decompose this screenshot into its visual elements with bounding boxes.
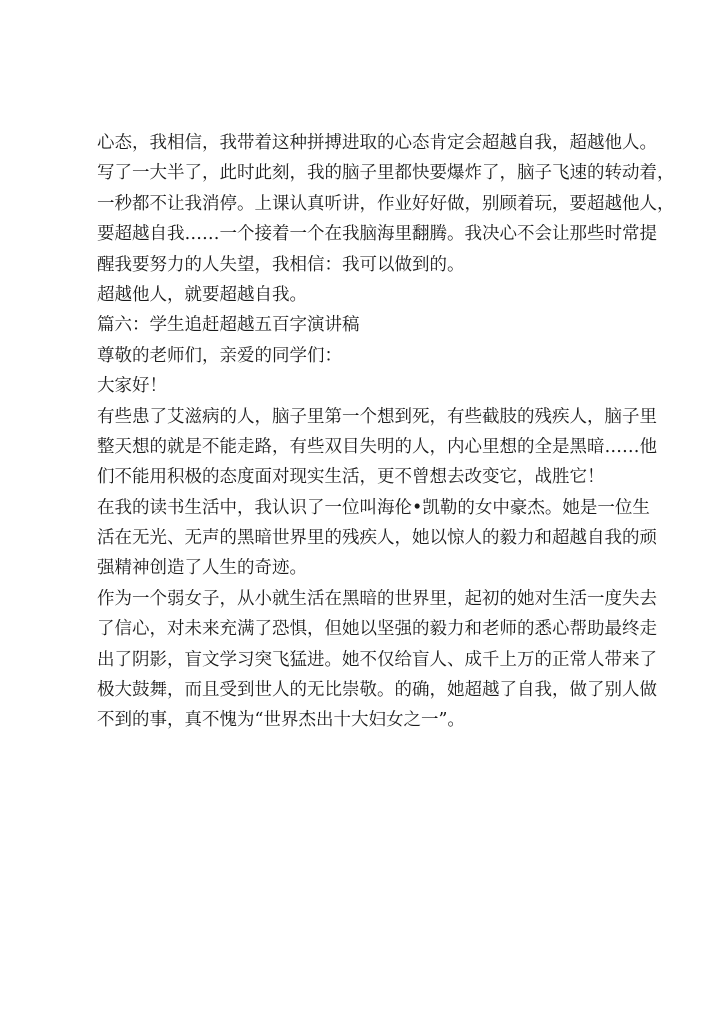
text-line: 要超越自我……一个接着一个在我脑海里翻腾。我决心不会让那些时常提 (97, 224, 657, 245)
text-line: 有些患了艾滋病的人，脑子里第一个想到死，有些截肢的残疾人，脑子里 (97, 406, 657, 427)
text-line: 不到的事，真不愧为“世界杰出十大妇女之一”。 (97, 710, 465, 731)
document-body (97, 128, 675, 736)
text-line: 一秒都不让我消停。上课认真听讲，作业好好做，别顾着玩，要超越他人， (97, 193, 675, 214)
text-line: 了信心，对未来充满了恐惧，但她以坚强的毅力和老师的悉心帮助最终走 (97, 619, 657, 640)
text-line: 活在无光、无声的黑暗世界里的残疾人，她以惊人的毅力和超越自我的顽 (97, 528, 657, 549)
text-line: 极大鼓舞，而且受到世人的无比崇敬。的确，她超越了自我，做了别人做 (97, 680, 657, 701)
text-line: 写了一大半了，此时此刻，我的脑子里都快要爆炸了，脑子飞速的转动着， (97, 163, 675, 184)
section-heading: 篇六：学生追赶超越五百字演讲稿 (97, 315, 360, 336)
text-line: 强精神创造了人生的奇迹。 (97, 558, 307, 579)
text-line: 醒我要努力的人失望，我相信：我可以做到的。 (97, 254, 465, 275)
text-line: 心态，我相信，我带着这种拼搏进取的心态肯定会超越自我，超越他人。 (97, 133, 657, 153)
text-line: 作为一个弱女子，从小就生活在黑暗的世界里，起初的她对生活一度失去 (97, 588, 657, 609)
salutation: 尊敬的老师们，亲爱的同学们： (97, 345, 342, 366)
greeting: 大家好！ (97, 376, 167, 397)
text-line: 出了阴影，盲文学习突飞猛进。她不仅给盲人、成千上万的正常人带来了 (97, 649, 657, 670)
text-line: 超越他人，就要超越自我。 (97, 284, 307, 305)
text-line: 整天想的就是不能走路，有些双目失明的人，内心里想的全是黑暗……他 (97, 436, 657, 457)
text-line: 们不能用积极的态度面对现实生活，更不曾想去改变它，战胜它！ (97, 467, 605, 488)
text-line: 在我的读书生活中，我认识了一位叫海伦•凯勒的女中豪杰。她是一位生 (97, 497, 650, 518)
